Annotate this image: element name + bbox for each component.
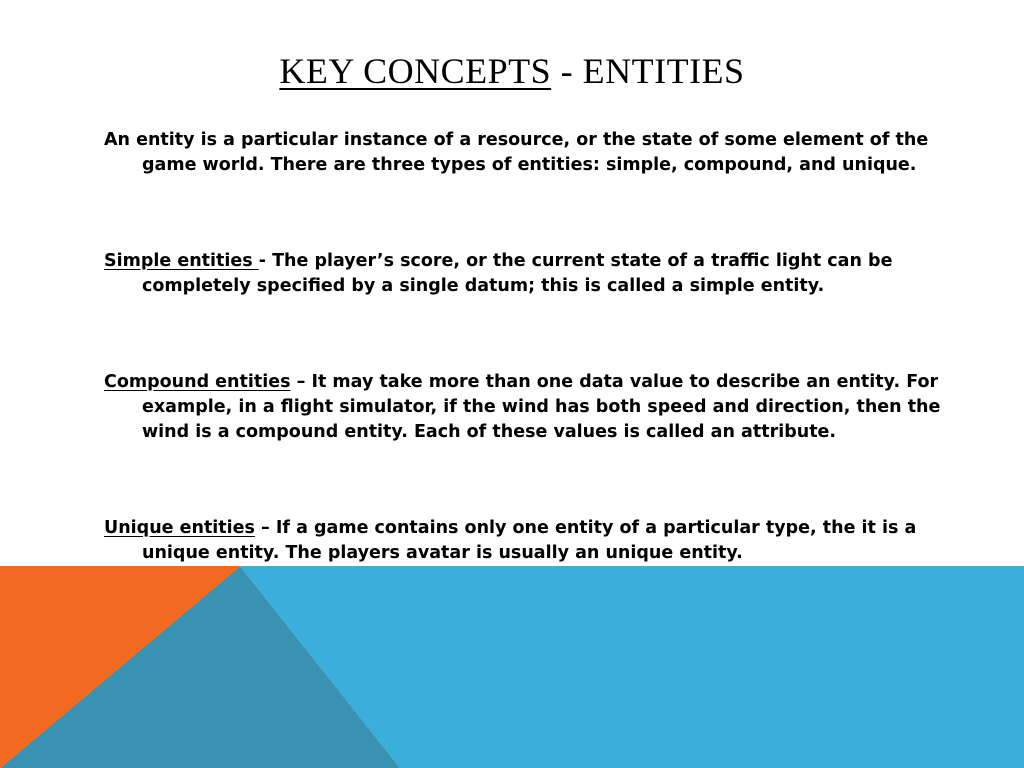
- unique-entities-term: Unique entities: [104, 518, 255, 538]
- simple-entities-paragraph: [104, 249, 944, 299]
- paragraph-text: An entity is a particular instance of a resource, or the state of some element of the game world. There are three types of entities: simple, compound, and unique.: [104, 130, 929, 175]
- slide-title-rest: - ENTITIES: [551, 51, 745, 91]
- entity-definition-paragraph: [104, 128, 944, 178]
- simple-entities-term: Simple entities: [104, 251, 259, 271]
- paragraph-text: – It may take more than one data value to describe an entity. For example, in a flight simulator, if the wind has both speed and direction, then the wind is a compound entity. Each of these values is called an attribute.: [142, 372, 941, 442]
- paragraph-text: – If a game contains only one entity of a particular type, the it is a unique entity. The players avatar is usually an unique entity.: [142, 518, 917, 563]
- slide-title: [0, 50, 1024, 92]
- compound-entities-term: Compound entities: [104, 372, 291, 392]
- compound-entities-paragraph: [104, 370, 944, 445]
- paragraph-text: - The player’s score, or the current state of a traffic light can be completely specified by a single datum; this is called a simple entity.: [142, 251, 893, 296]
- unique-entities-paragraph: [104, 516, 944, 566]
- slide-title-main: KEY CONCEPTS: [279, 51, 552, 91]
- slide-body: [104, 128, 944, 637]
